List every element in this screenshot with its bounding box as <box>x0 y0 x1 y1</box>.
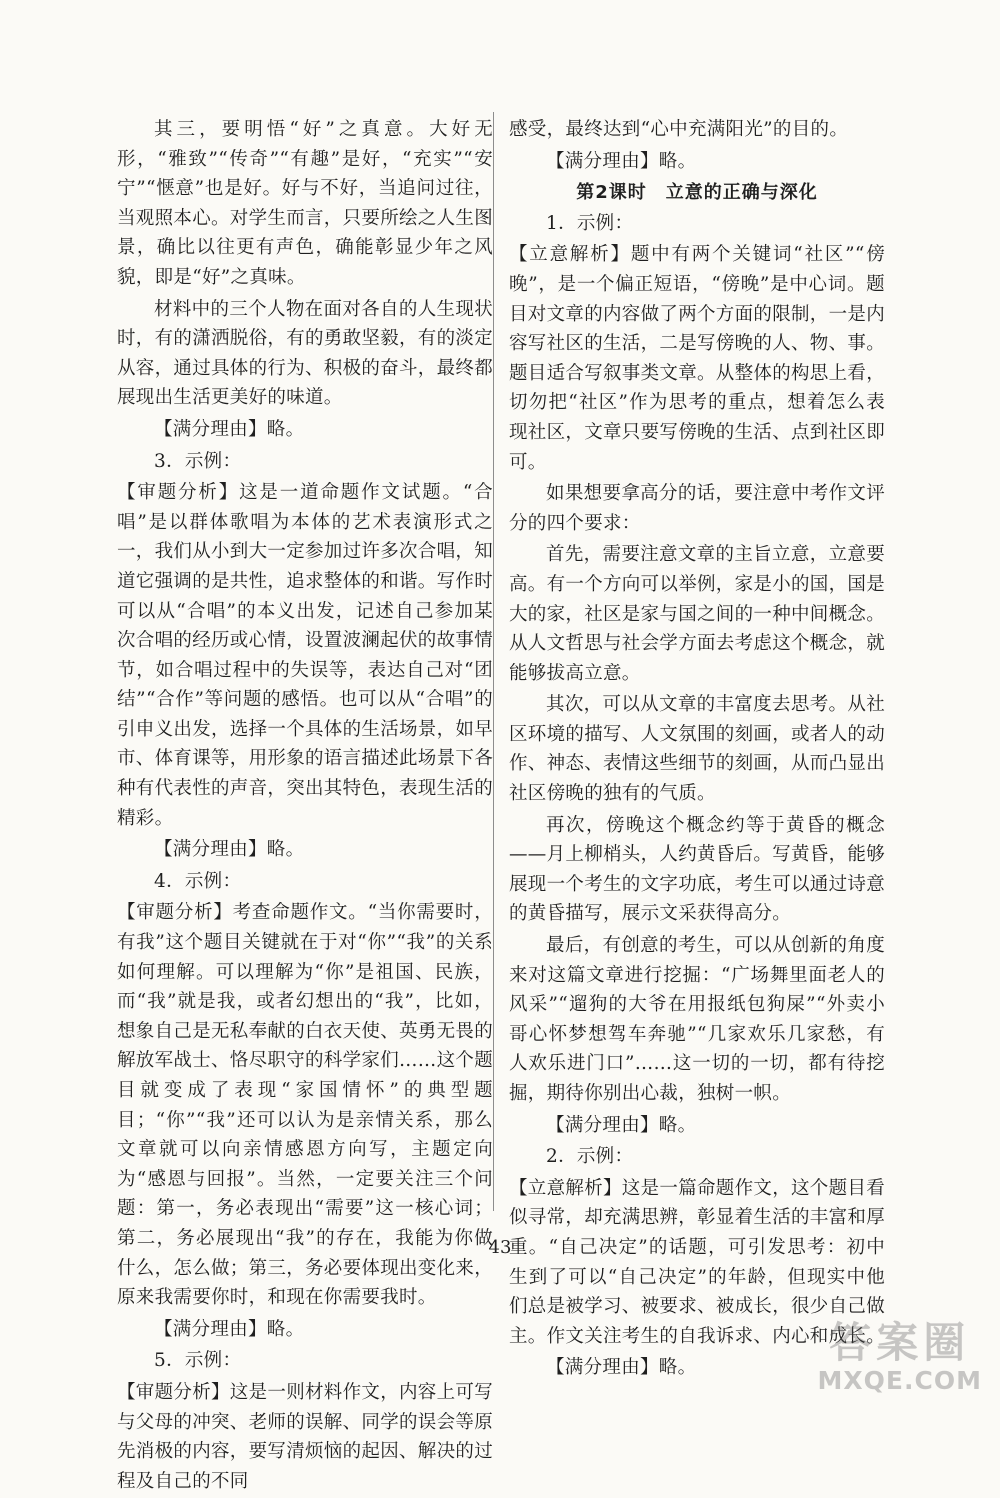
left-column <box>117 115 493 1498</box>
paragraph: 【满分理由】略。 <box>546 1357 697 1379</box>
paragraph: 【满分理由】略。 <box>546 150 697 172</box>
section-title: 第2课时 立意的正确与深化 <box>576 182 818 204</box>
paragraph: 【立意解析】题中有两个关键词“社区”“傍晚”，是一个偏正短语，“傍晚”是中心词。题目对文章的内容做了两个方面的限制，一是内容写社区的生活，二是写傍晚的人、物、事。题目适合写叙事类文章。从整体的构思上看，切勿把“社区”作为思考的重点，想着怎么表现社区，文章只要写傍晚的生活、点到社区即可。 <box>509 244 886 473</box>
paragraph: 1．示例： <box>546 212 634 234</box>
paragraph: 【审题分析】这是一则材料作文，内容上可写与父母的冲突、老师的误解、同学的误会等原先消极的内容，要写清烦恼的起因、解决的过程及自己的不同 <box>117 1381 494 1492</box>
paragraph: 【满分理由】略。 <box>154 418 305 440</box>
page-number: 43 <box>488 1237 512 1258</box>
paragraph: 【审题分析】这是一道命题作文试题。“合唱”是以群体歌唱为本体的艺术表演形式之一，我们从小到大一定参加过许多次合唱，知道它强调的是共性，追求整体的和谐。写作时可以从“合唱”的本义出发，记述自己参加某次合唱的经历或心情，设置波澜起伏的故事情节，如合唱过程中的失误等，表达自己对“团结”“合作”等问题的感悟。也可以从“合唱”的引申义出发，选择一个具体的生活场景，如早市、体育课等，用形象的语言描述此场景下各种有代表性的声音，突出其特色，表现生活的精彩。 <box>117 482 494 829</box>
paragraph: 5．示例： <box>154 1350 242 1372</box>
paragraph: 2．示例： <box>546 1146 634 1168</box>
paragraph: 【满分理由】略。 <box>546 1114 697 1136</box>
paragraph: 【立意解析】这是一篇命题作文，这个题目看似寻常，却充满思辨，彰显着生活的丰富和厚重。“自己决定”的话题，可引发思考：初中生到了可以“自己决定”的年龄，但现实中他们总是被学习、被要求、被成长，很少自己做主。作文关注考生的自我诉求、内心和成长。 <box>509 1177 886 1347</box>
paragraph: 感受，最终达到“心中充满阳光”的目的。 <box>509 119 849 140</box>
paragraph: 其三，要明悟“好”之真意。大好无形，“雅致”“传奇”“有趣”是好，“充实”“安宁”“惬意”也是好。好与不好，当追问过往，当观照本心。对学生而言，只要所绘之人生图景，确比以往更有声色，确能彰显少年之风貌，即是“好”之真味。 <box>117 119 494 288</box>
paragraph: 3．示例： <box>154 450 242 472</box>
paragraph: 最后，有创意的考生，可以从创新的角度来对这篇文章进行挖掘：“广场舞里面老人的风采”“遛狗的大爷在用报纸包狗屎”“外卖小哥心怀梦想驾车奔驰”“几家欢乐几家愁，有人欢乐进门口”……这一切的一切，都有待挖掘，期待你别出心裁，独树一帜。 <box>509 935 885 1104</box>
paragraph: 其次，可以从文章的丰富度去思考。从社区环境的描写、人文氛围的刻画，或者人的动作、神态、表情这些细节的刻画，从而凸显出社区傍晚的独有的气质。 <box>509 694 886 805</box>
watermark-url: MXQE.COM <box>817 1366 982 1395</box>
watermark-logo-text: 答案圈 <box>829 1318 971 1367</box>
paragraph: 4．示例： <box>154 870 242 892</box>
paragraph: 【满分理由】略。 <box>154 1318 305 1340</box>
paragraph: 如果想要拿高分的话，要注意中考作文评分的四个要求： <box>509 483 885 534</box>
watermark-logo <box>818 1319 982 1395</box>
paragraph: 首先，需要注意文章的主旨立意，立意要高。有一个方向可以举例，家是小的国，国是大的家，社区是家与国之间的一种中间概念。从人文哲思与社会学方面去考虑这个概念，就能够拔高立意。 <box>509 544 886 684</box>
paragraph: 材料中的三个人物在面对各自的人生现状时，有的潇洒脱俗，有的勇敢坚毅，有的淡定从容，通过具体的行为、积极的奋斗，最终都展现出生活更美好的味道。 <box>117 298 494 409</box>
paragraph: 再次，傍晚这个概念约等于黄昏的概念——月上柳梢头，人约黄昏后。写黄昏，能够展现一个考生的文字功底，考生可以通过诗意的黄昏描写，展示文采获得高分。 <box>509 814 886 925</box>
column-divider <box>493 112 494 1211</box>
right-column <box>509 115 885 1385</box>
paragraph: 【满分理由】略。 <box>154 839 305 861</box>
paragraph: 【审题分析】考查命题作文。“当你需要时，有我”这个题目关键就在于对“你”“我”的关系如何理解。可以理解为“你”是祖国、民族，而“我”就是我，或者幻想出的“我”，比如，想象自己是无私奉献的白衣天使、英勇无畏的解放军战士、恪尽职守的科学家们……这个题目就变成了表现“家国情怀”的典型题目；“你”“我”还可以认为是亲情关系，那么文章就可以向亲情感恩方向写，主题定向为“感恩与回报”。当然，一定要关注三个问题：第一，务必表现出“需要”这一核心词；第二，务必展现出“我”的存在，我能为你做什么，怎么做；第三，务必要体现出变化来，原来我需要你时，和现在你需要我时。 <box>117 902 494 1309</box>
